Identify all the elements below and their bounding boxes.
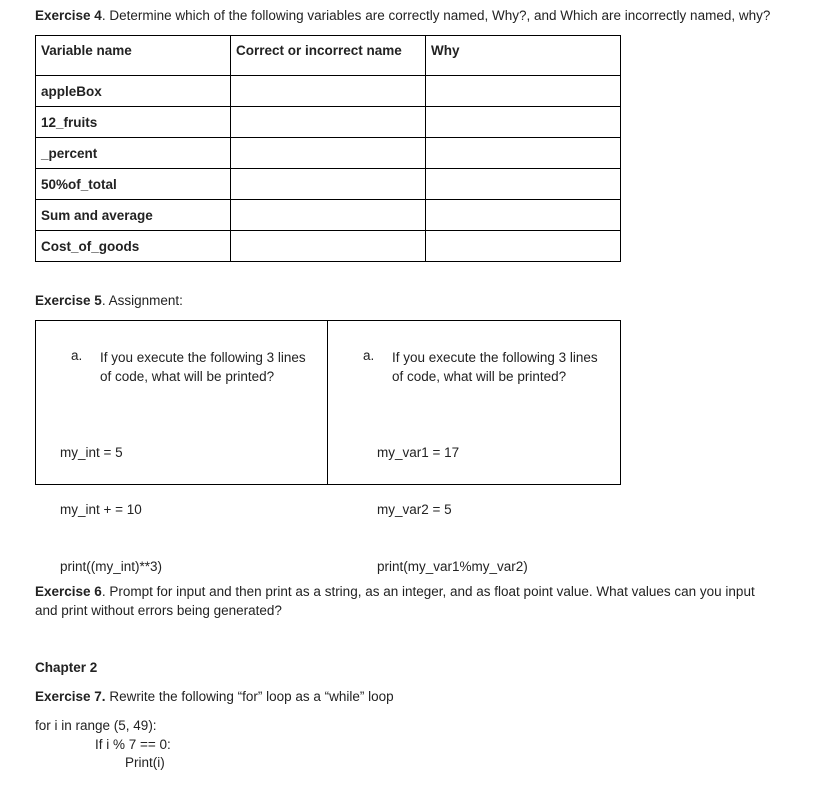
code-line: my_int + = 10 <box>60 502 142 517</box>
code-line: my_var2 = 5 <box>377 502 452 517</box>
question-line: of code, what will be printed? <box>100 369 275 384</box>
variable-cell: _percent <box>36 138 231 169</box>
code-block <box>60 405 162 614</box>
code-line: my_int = 5 <box>60 445 123 460</box>
code-line: Print(i) <box>125 755 165 770</box>
table-row <box>36 76 621 107</box>
question-letter: a. <box>71 348 83 363</box>
correctness-cell[interactable] <box>231 200 426 231</box>
question-letter: a. <box>363 348 375 363</box>
variable-cell: 12_fruits <box>36 107 231 138</box>
correctness-cell[interactable] <box>231 138 426 169</box>
table-row <box>36 200 621 231</box>
exercise-7-heading <box>35 689 394 704</box>
question-text <box>100 348 306 386</box>
code-line: for i in range (5, 49): <box>35 718 157 733</box>
correctness-cell[interactable] <box>231 231 426 262</box>
why-cell[interactable] <box>426 169 621 200</box>
exercise-5-left-box <box>35 320 328 574</box>
variable-cell: Sum and average <box>36 200 231 231</box>
question-line: If you execute the following 3 lines <box>392 350 598 365</box>
header-why: Why <box>426 36 621 76</box>
question-text <box>392 348 598 386</box>
code-line: print((my_int)**3) <box>60 559 163 574</box>
header-correct-or-incorrect: Correct or incorrect name <box>231 36 426 76</box>
exercise-5-heading <box>35 293 183 308</box>
variables-table <box>35 35 621 262</box>
why-cell[interactable] <box>426 107 621 138</box>
code-line: my_var1 = 17 <box>377 445 460 460</box>
correctness-cell[interactable] <box>231 169 426 200</box>
why-cell[interactable] <box>426 231 621 262</box>
table-row <box>36 231 621 262</box>
variable-cell: 50%of_total <box>36 169 231 200</box>
exercise-7-text: Rewrite the following “for” loop as a “while” loop <box>105 689 394 704</box>
exercise-6-text-continued: and print without errors being generated? <box>35 603 282 618</box>
correctness-cell[interactable] <box>231 107 426 138</box>
exercise-4-text: . Determine which of the following variables are correctly named, Why?, and Which are incorrectly named, why? <box>101 8 771 23</box>
exercise-5-label: Exercise 5 <box>35 293 102 308</box>
exercise-5-right-box <box>327 320 621 574</box>
variable-cell: Cost_of_goods <box>36 231 231 262</box>
code-line: print(my_var1%my_var2) <box>377 559 528 574</box>
exercise-6-label: Exercise 6 <box>35 584 102 599</box>
header-variable-name: Variable name <box>36 36 231 76</box>
table-row <box>36 138 621 169</box>
why-cell[interactable] <box>426 138 621 169</box>
exercise-4-label: Exercise 4 <box>35 8 102 23</box>
table-row <box>36 107 621 138</box>
why-cell[interactable] <box>426 76 621 107</box>
question-line: If you execute the following 3 lines <box>100 350 306 365</box>
chapter-heading: Chapter 2 <box>35 660 98 675</box>
exercise-6-text: . Prompt for input and then print as a string, as an integer, and as float point value. What values can you input <box>101 584 755 599</box>
table-header-row <box>36 36 621 76</box>
exercise-6-heading <box>35 584 755 599</box>
code-line: If i % 7 == 0: <box>95 737 171 752</box>
exercise-7-label: Exercise 7. <box>35 689 106 704</box>
question-line: of code, what will be printed? <box>392 369 567 384</box>
exercise-4-heading <box>35 8 770 23</box>
why-cell[interactable] <box>426 200 621 231</box>
correctness-cell[interactable] <box>231 76 426 107</box>
code-block <box>377 405 528 614</box>
exercise-5-text: . Assignment: <box>101 293 183 308</box>
variable-cell: appleBox <box>36 76 231 107</box>
table-row <box>36 169 621 200</box>
